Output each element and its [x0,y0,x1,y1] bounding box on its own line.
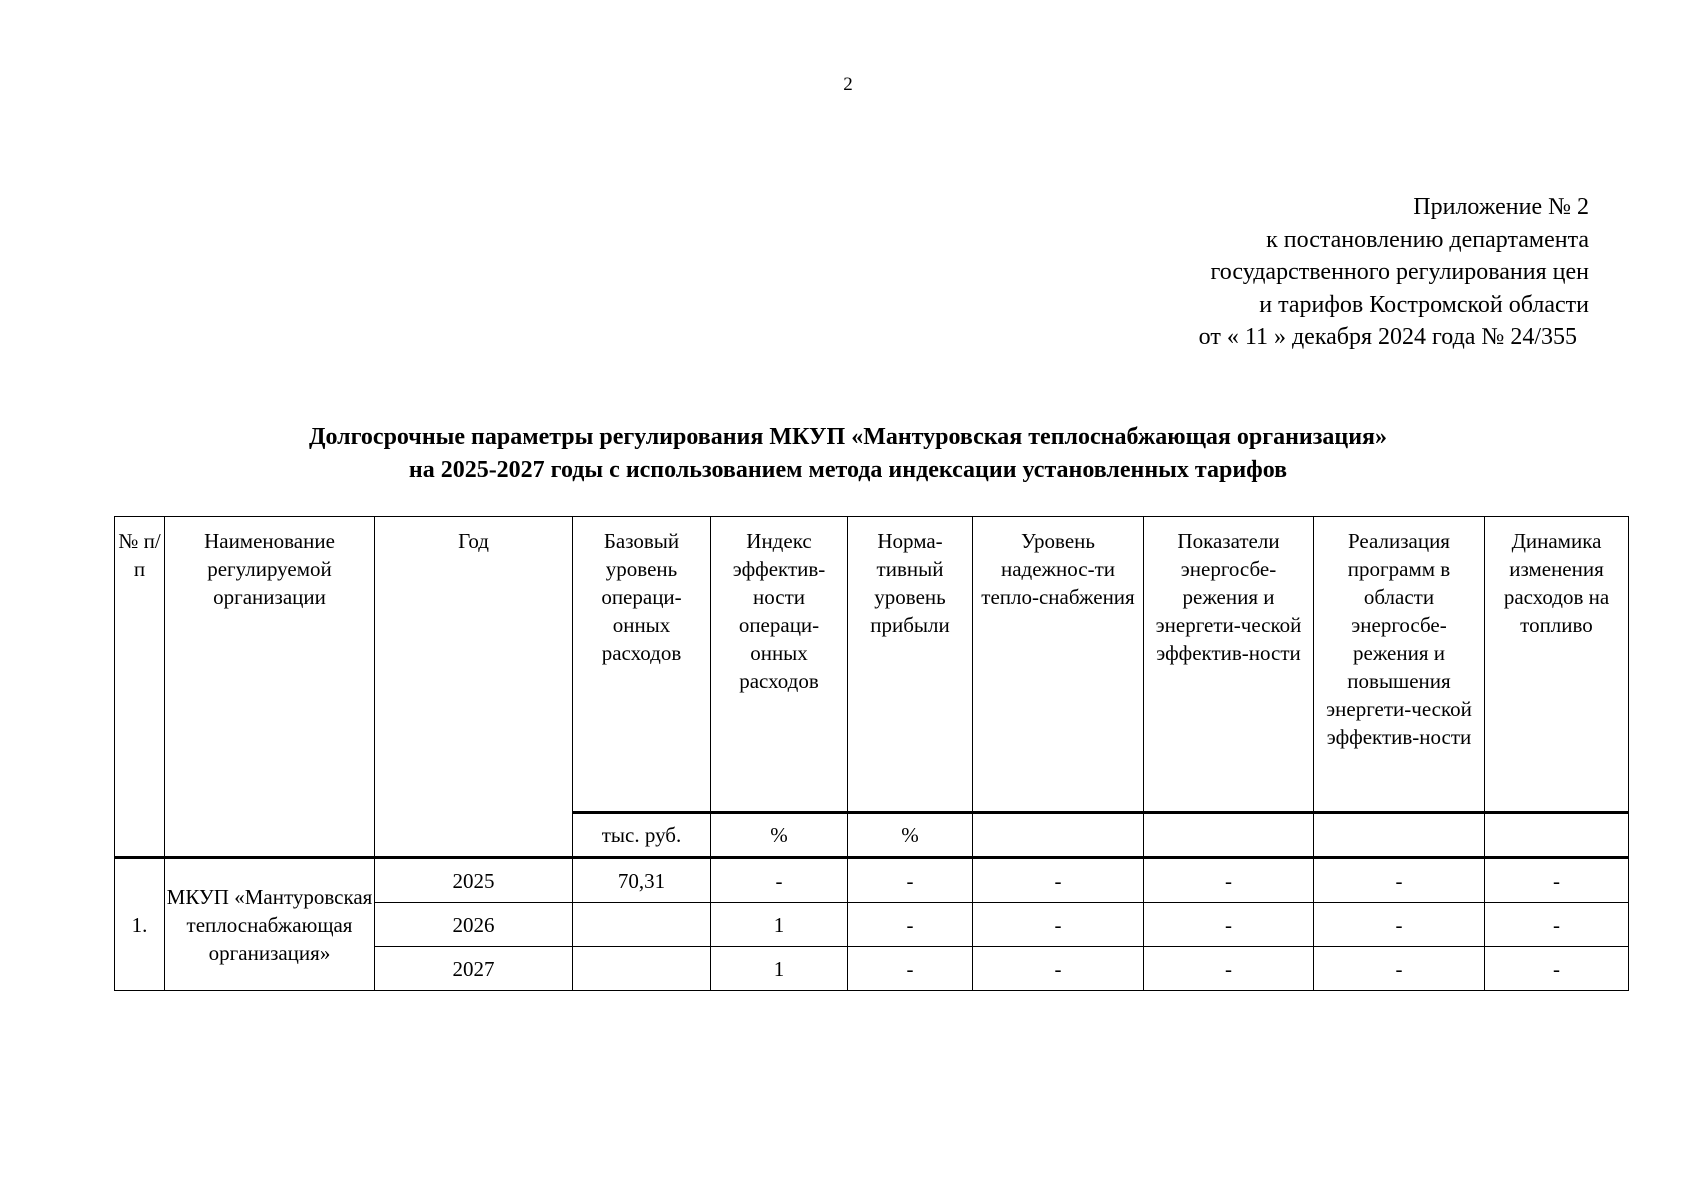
cell-profit-level: - [848,947,973,991]
page-number: 2 [843,74,853,95]
table-row [115,858,1629,903]
header-fuel-dynamics: Динамика изменения расходов на топливо [1485,517,1629,813]
cell-base-level: 70,31 [573,858,711,903]
cell-reliability: - [973,947,1144,991]
row-number: 1. [115,858,165,991]
appendix-line-1: Приложение № 2 [1413,194,1589,220]
header-reliability: Уровень надежнос-ти тепло-снабжения [973,517,1144,813]
header-year: Год [375,517,573,858]
cell-energy-saving: - [1144,858,1314,903]
header-base-level: Базовый уровень операци-онных расходов [573,517,711,813]
title-line-2: на 2025-2027 годы с использованием метода индексации установленных тарифов [408,457,1288,483]
header-profit-level: Норма-тивный уровень прибыли [848,517,973,813]
appendix-line-4: и тарифов Костромской области [1259,291,1589,318]
appendix-line-5: от « 11 » декабря 2024 года № 24/355 [1198,324,1577,350]
header-programs: Реализация программ в области энергосбе-режения и повышения энергети-ческой эффектив-ности [1314,517,1485,813]
unit-fuel-dynamics [1485,813,1629,858]
cell-base-level [573,903,711,947]
header-num: № п/п [115,517,165,858]
unit-energy-saving [1144,813,1314,858]
cell-energy-saving: - [1144,947,1314,991]
cell-programs: - [1314,858,1485,903]
appendix-header [1199,191,1589,354]
parameters-table [114,516,1629,991]
cell-efficiency-index: 1 [711,947,848,991]
title-line-1: Долгосрочные параметры регулирования МКУП «Мантуровская теплоснабжающая организация» [308,424,1388,450]
document-title [0,421,1696,487]
header-energy-saving: Показатели энергосбе-режения и энергети-ческой эффектив-ности [1144,517,1314,813]
cell-efficiency-index: 1 [711,903,848,947]
unit-programs [1314,813,1485,858]
unit-reliability [973,813,1144,858]
cell-profit-level: - [848,858,973,903]
unit-base-level: тыс. руб. [573,813,711,858]
header-row [115,517,1629,813]
cell-programs: - [1314,947,1485,991]
appendix-line-2: к постановлению департамента [1266,226,1589,253]
cell-reliability: - [973,903,1144,947]
cell-programs: - [1314,903,1485,947]
cell-profit-level: - [848,903,973,947]
header-org: Наименование регулируемой организации [165,517,375,858]
cell-fuel-dynamics: - [1485,903,1629,947]
organization-name: МКУП «Мантуровская теплоснабжающая организация» [165,858,375,991]
cell-year: 2027 [375,947,573,991]
appendix-line-3: государственного регулирования цен [1210,259,1589,285]
cell-fuel-dynamics: - [1485,947,1629,991]
cell-year: 2025 [375,858,573,903]
cell-base-level [573,947,711,991]
cell-energy-saving: - [1144,903,1314,947]
unit-profit-level: % [848,813,973,858]
cell-year: 2026 [375,903,573,947]
cell-reliability: - [973,858,1144,903]
unit-efficiency-index: % [711,813,848,858]
cell-fuel-dynamics: - [1485,858,1629,903]
cell-efficiency-index: - [711,858,848,903]
header-efficiency-index: Индекс эффектив-ности операци-онных расходов [711,517,848,813]
